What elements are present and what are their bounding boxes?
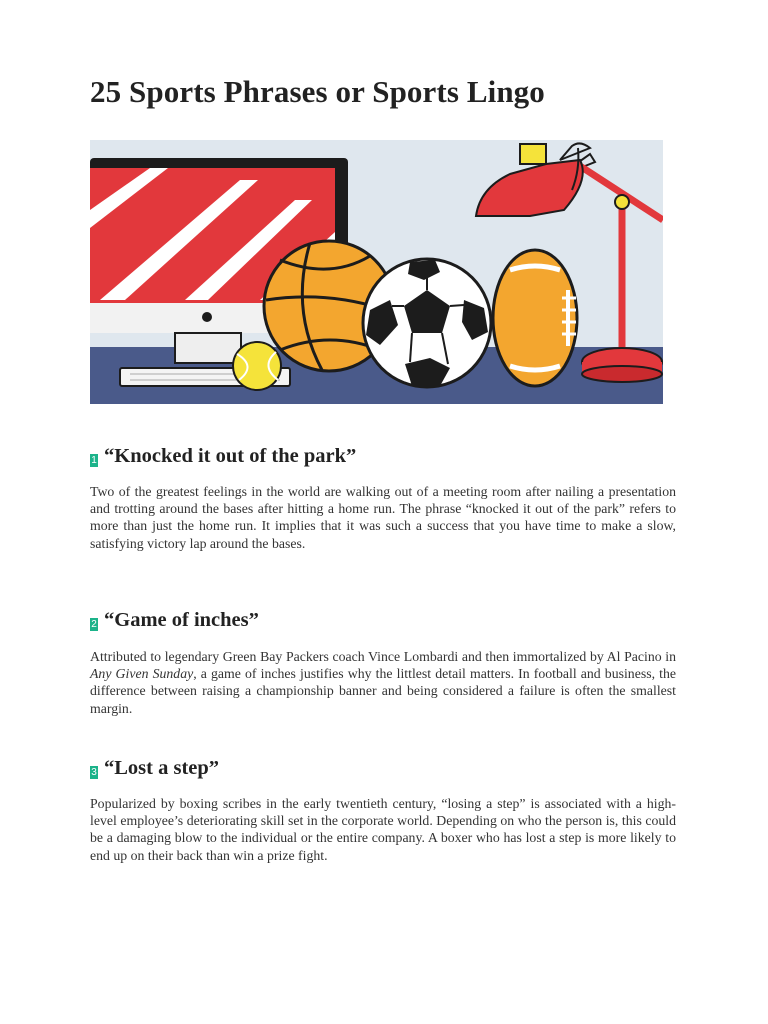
section-2-heading: [90, 609, 259, 632]
tennis-ball-icon: [233, 342, 281, 390]
section-number-badge: 3: [91, 767, 97, 778]
section-heading-text: “Game of inches”: [104, 609, 259, 631]
hero-illustration: [90, 140, 663, 404]
movie-title: Any Given Sunday: [90, 666, 194, 682]
section-heading-text: “Lost a step”: [104, 757, 220, 779]
section-number-badge: 1: [91, 455, 97, 466]
section-1-heading: [90, 445, 356, 468]
section-heading-text: “Knocked it out of the park”: [104, 445, 357, 467]
section-3-text: Popularized by boxing scribes in the early twentieth century, “losing a step” is associated with a high-level employee’s deteriorating skill set in the corporate world. Depending on who the person is, this could be a damaging blow to the individual or the entire company. A boxer who has lost a step is more likely to end up on their back than win a prize fight.: [90, 796, 676, 863]
section-1-text: Two of the greatest feelings in the world are walking out of a meeting room after nailing a presentation and trotting around the bases after hitting a home run. The phrase “knocked it out of the park” refers to more than just the home run. It implies that it was such a success that you have time to make a slow, satisfying victory lap around the bases.: [90, 484, 676, 551]
soccer-ball-icon: [363, 259, 491, 387]
page-title: 25 Sports Phrases or Sports Lingo: [90, 74, 545, 109]
section-3-heading: [90, 757, 219, 780]
section-number-badge: 2: [91, 619, 97, 630]
american-football-icon: [493, 250, 577, 386]
section-2-text-part: Attributed to legendary Green Bay Packers coach Vince Lombardi and then immortalized by Al Pacino in: [90, 649, 676, 664]
section-2-text: [90, 648, 676, 717]
section-2-text-part: , a game of inches justifies why the littlest detail matters. In football and business, the difference between raising a championship banner and being considered a failure is often the smallest margin.: [90, 666, 676, 716]
